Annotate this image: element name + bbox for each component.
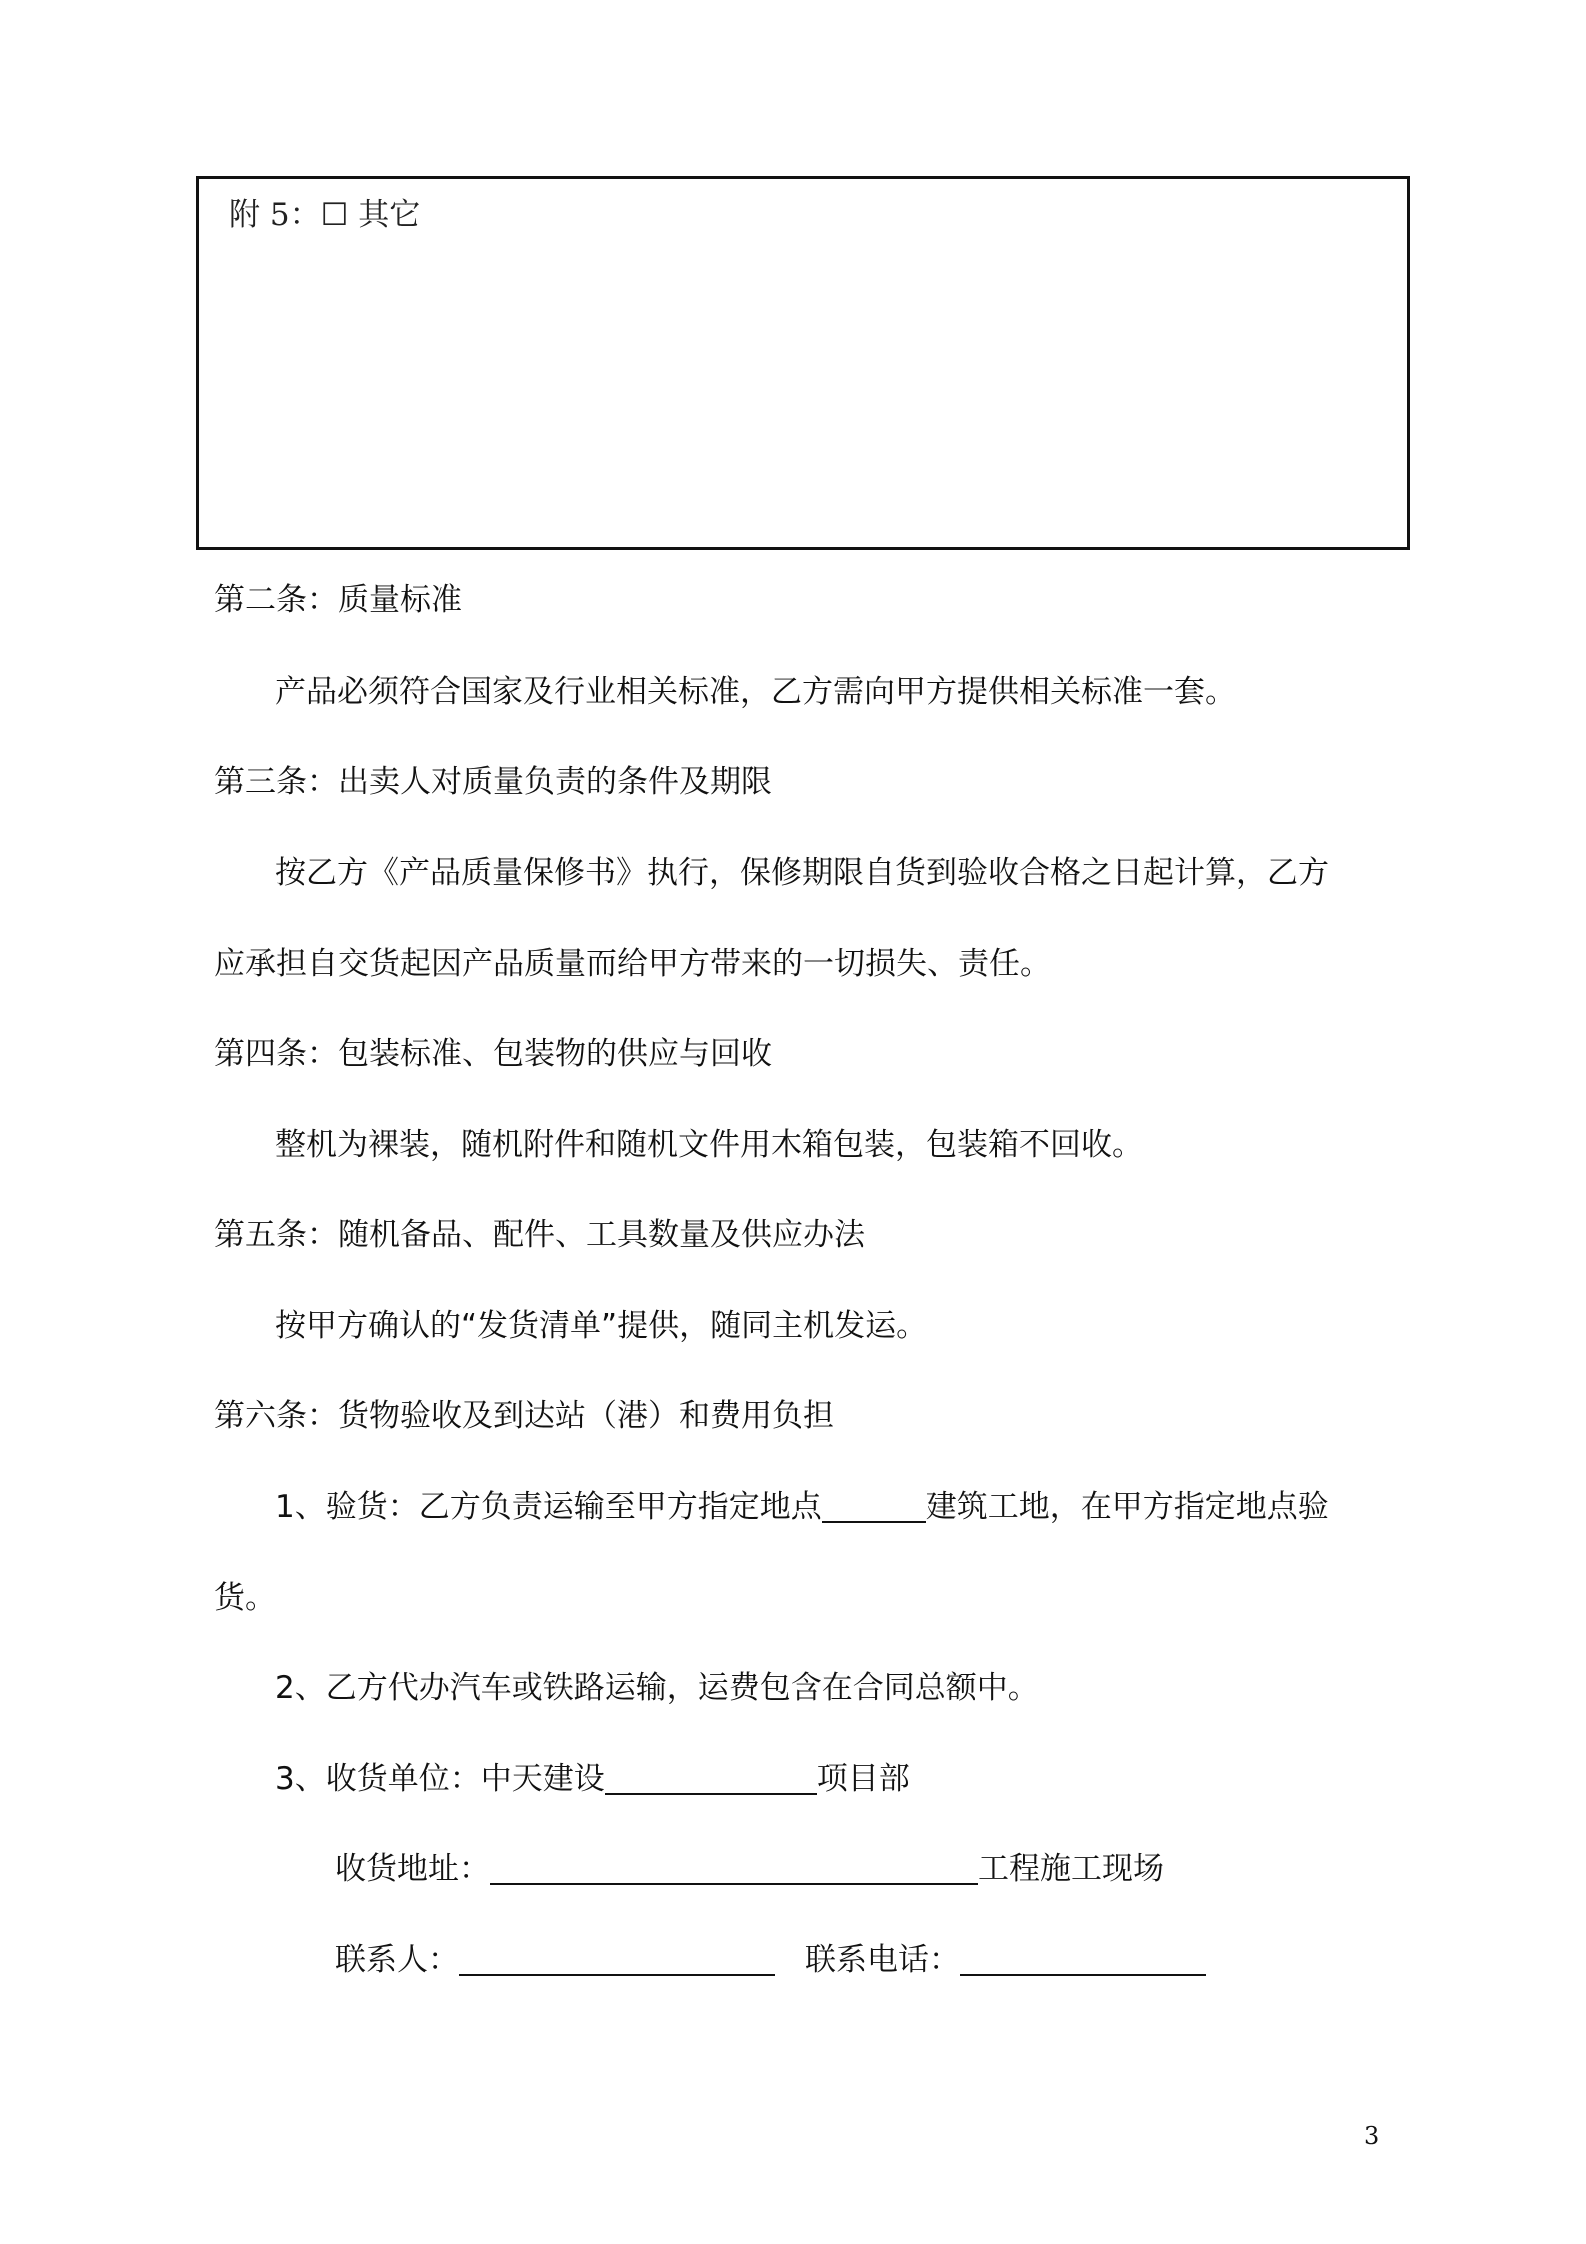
- article-4-body: 整机为裸装，随机附件和随机文件用木箱包装，包装箱不回收。: [275, 1127, 1143, 1163]
- attachment-label: 附 5：☐ 其它: [229, 197, 421, 233]
- article-3-body-line-1: 按乙方《产品质量保修书》执行，保修期限自货到验收合格之日起计算，乙方: [275, 855, 1329, 891]
- article-5-title: 第五条：随机备品、配件、工具数量及供应办法: [214, 1217, 865, 1253]
- address-label: 收货地址：: [335, 1851, 490, 1887]
- item-3-text-b: 项目部: [816, 1761, 910, 1797]
- article-5-body: 按甲方确认的“发货清单”提供，随同主机发运。: [275, 1308, 928, 1344]
- address-blank[interactable]: [490, 1851, 978, 1885]
- attachment-box: [196, 176, 1410, 550]
- article-6-item-3: [275, 1759, 910, 1799]
- article-2-title: 第二条：质量标准: [214, 582, 462, 618]
- article-3-body-line-2: 应承担自交货起因产品质量而给甲方带来的一切损失、责任。: [214, 946, 1051, 982]
- article-3-title: 第三条：出卖人对质量负责的条件及期限: [214, 764, 772, 800]
- item-1-text-b: 建筑工地，在甲方指定地点验: [925, 1489, 1329, 1525]
- page-number: 3: [1364, 2122, 1380, 2150]
- item-1-text-a: 1、验货：乙方负责运输至甲方指定地点: [275, 1489, 822, 1525]
- article-6-item-1-continuation: 货。: [214, 1580, 276, 1616]
- contact-label: 联系人：: [335, 1942, 459, 1978]
- delivery-address-line: [335, 1849, 1164, 1889]
- address-suffix: 工程施工现场: [978, 1851, 1164, 1887]
- item-3-text-a: 3、收货单位：中天建设: [275, 1761, 605, 1797]
- contact-blank[interactable]: [459, 1942, 775, 1976]
- article-2-body: 产品必须符合国家及行业相关标准，乙方需向甲方提供相关标准一套。: [275, 674, 1236, 710]
- contact-line: [335, 1940, 1206, 1980]
- article-6-item-1: [275, 1487, 1329, 1527]
- article-4-title: 第四条：包装标准、包装物的供应与回收: [214, 1036, 772, 1072]
- project-name-blank[interactable]: [605, 1761, 817, 1795]
- phone-label: 联系电话：: [805, 1942, 960, 1978]
- article-6-item-2: 2、乙方代办汽车或铁路运输，运费包含在合同总额中。: [275, 1670, 1039, 1706]
- phone-blank[interactable]: [960, 1942, 1206, 1976]
- designated-location-blank[interactable]: [822, 1489, 926, 1523]
- article-6-title: 第六条：货物验收及到达站（港）和费用负担: [214, 1398, 834, 1434]
